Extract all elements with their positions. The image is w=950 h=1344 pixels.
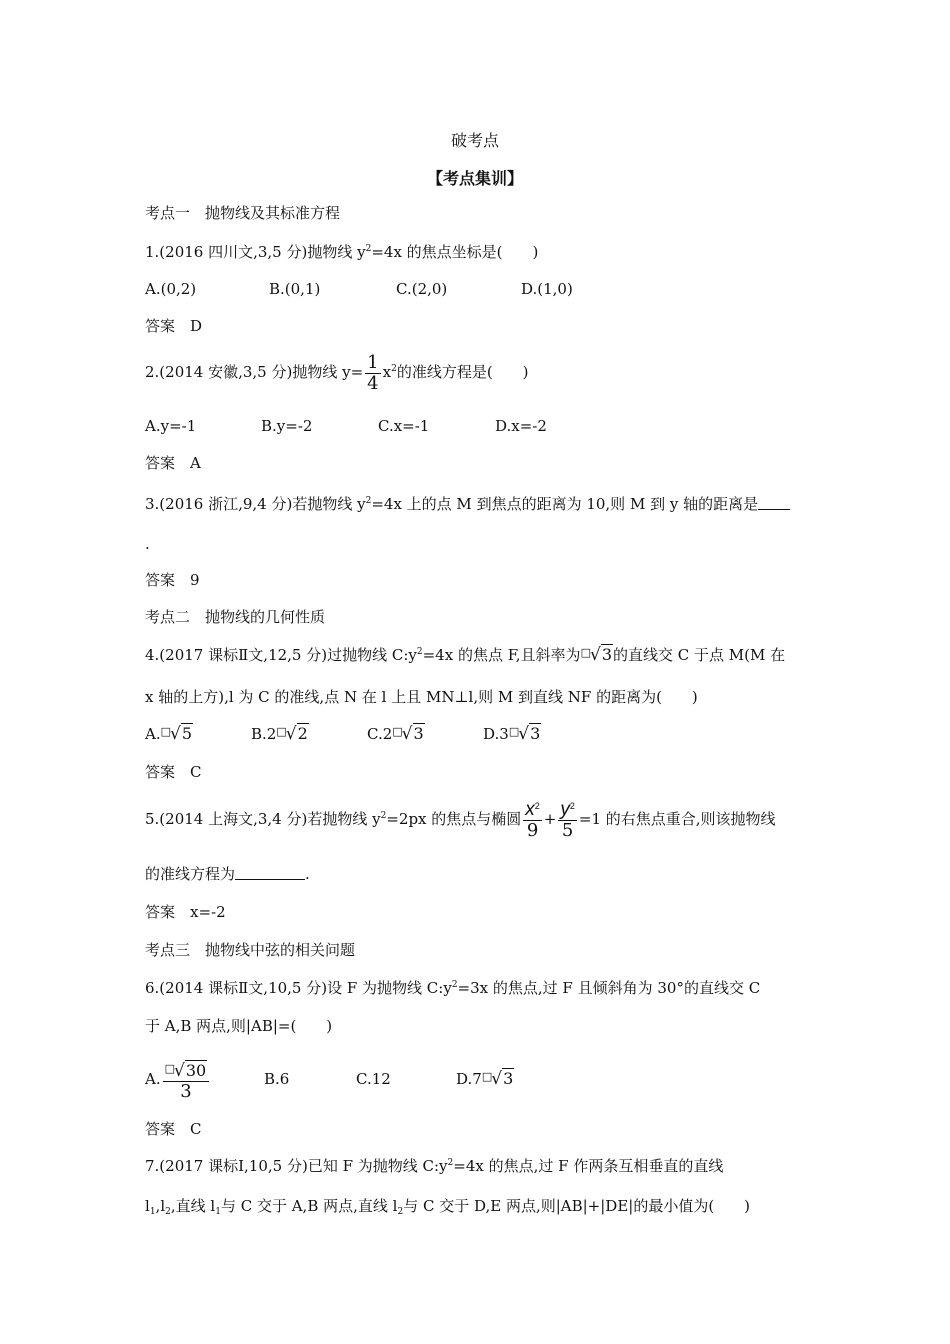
page-title: 破考点 [450,131,499,150]
question-7: 7.(2017 课标Ⅰ,10,5 分)已知 F 为抛物线 $C:y^2=4x$ 的焦点,过 F 作两条互相垂直的直线 [145,1157,724,1175]
question-1-options [145,279,573,299]
option-b: B.(0,1) [269,280,321,298]
option-d: D.(1,0) [521,280,573,298]
answer-1: 答案 D [145,317,203,335]
fraction: $\frac{1}{4}$ [367,351,379,394]
question-7-line-2: $l_1,l_2$,直线 $l_1$与 C 交于 A,B 两点,直线 $l_2$与 C 交于 D,E 两点,则|AB|+|DE|的最小值为( ) [145,1197,751,1217]
answer-blank [758,495,790,510]
option-b: B.6 [264,1070,290,1088]
question-6-line-2: 于 A,B 两点,则|AB|=( ) [145,1017,333,1035]
question-4: 4.(2017 课标Ⅱ文,12,5 分)过抛物线 $C:y^2=4x$ 的焦点 F,且斜率为□√3的直线交 C 于点 M(M 在 [145,645,786,665]
square-root: □√3 [580,645,612,665]
question-2: 2.(2014 安徽,3,5 分)抛物线 y= $\frac{1}{4}$ $x^2$的准线方程是( ) [145,351,529,394]
option-b: B.2□√2 [251,724,308,744]
question-2-options [145,416,547,436]
option-b: B.y=-2 [261,417,313,435]
fraction-y2-over-5: $\frac{y^2}{5}$ [560,798,575,841]
question-1: 1.(2016 四川文,3,5 分)抛物线 $y^2=4x$ 的焦点坐标是( ) [145,243,539,261]
answer-6: 答案 C [145,1120,202,1138]
question-4-options [145,722,541,744]
answer-2: 答案 A [145,454,201,472]
option-d: D.3□√3 [483,724,541,744]
option-c: C.12 [356,1070,391,1088]
option-a: A.y=-1 [145,417,197,435]
answer-blank [235,865,305,880]
question-4-line-2: x 轴的上方),l 为 C 的准线,点 N 在 l 上且 MN⊥l,则 M 到直线 NF 的距离为( ) [145,688,698,706]
option-a: A.(0,2) [145,280,197,298]
section-heading-2: 考点二 抛物线的几何性质 [145,608,326,626]
page-subtitle: 【考点集训】 [426,169,523,188]
option-a: A. $\frac{^□√30}{3}$ [145,1054,264,1104]
option-a: A.□√5 [145,724,193,744]
option-c: C.(2,0) [396,280,448,298]
answer-4: 答案 C [145,763,202,781]
answer-3: 答案 9 [145,571,200,589]
question-6: 6.(2014 课标Ⅱ文,10,5 分)设 F 为抛物线 $C:y^2=3x$ 的焦点,过 F 且倾斜角为 30°的直线交 C [145,979,761,997]
section-heading-1: 考点一 抛物线及其标准方程 [145,204,341,222]
question-5: 5.(2014 上海文,3,4 分)若抛物线 $y^2=2px$ 的焦点与椭圆 $\frac{x^2}{9}$ + $\frac{y^2}{5}$ =1 的右焦点重合,则该抛物线 [145,798,776,841]
option-d: D.x=-2 [495,417,547,435]
question-5-line-2: 的准线方程为 . [145,865,310,883]
fraction-x2-over-9: $\frac{x^2}{9}$ [525,798,540,841]
option-d: D.7□√3 [456,1069,514,1089]
question-3-continuation: . [145,535,150,553]
question-6-options [145,1052,514,1104]
option-c: C.2□√3 [367,724,424,744]
section-heading-3: 考点三 抛物线中弦的相关问题 [145,941,356,959]
answer-5: 答案 x=-2 [145,903,226,921]
question-3: 3.(2016 浙江,9,4 分)若抛物线 $y^2=4x$ 上的点 M 到焦点的距离为 10,则 M 到 y 轴的距离是 [145,494,790,514]
option-c: C.x=-1 [378,417,430,435]
